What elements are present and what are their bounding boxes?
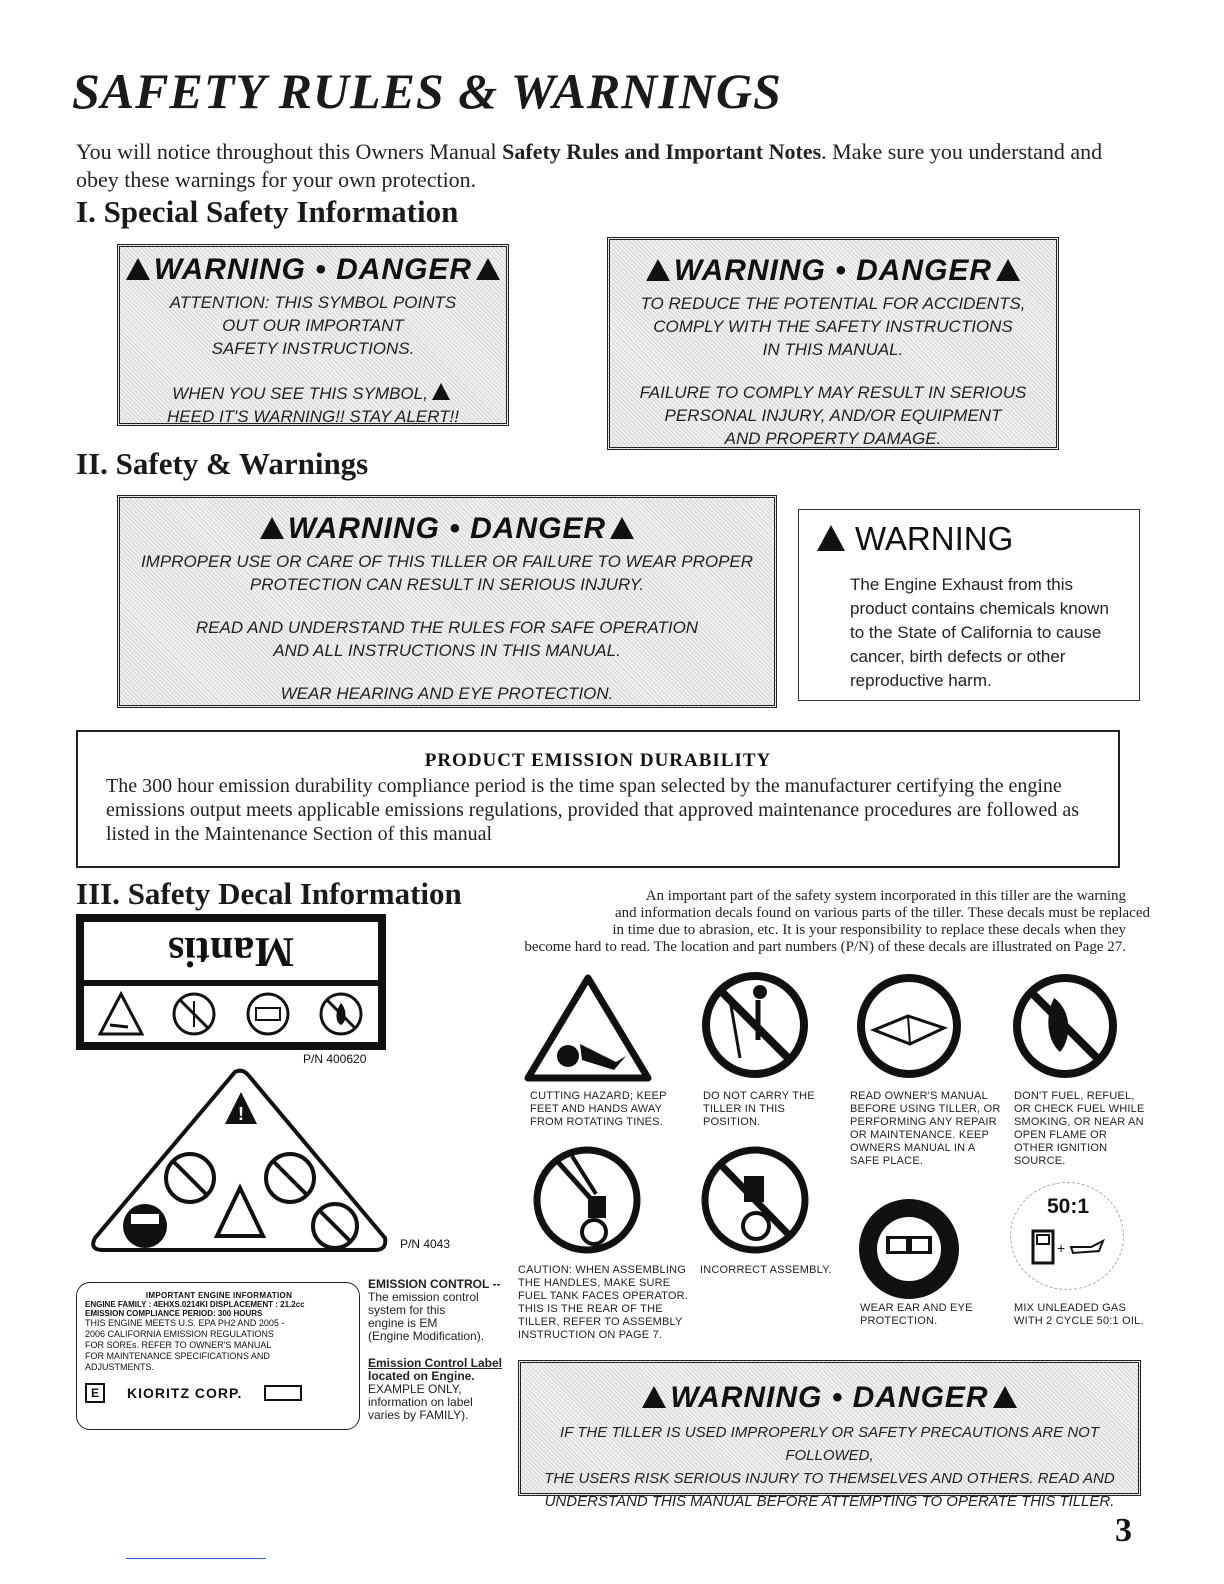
prop65-warning-box [798, 509, 1140, 701]
warning-line: SAFETY INSTRUCTIONS. [211, 339, 415, 358]
engine-info-label [76, 1282, 360, 1430]
mantis-decal-icons [84, 986, 378, 1042]
warning-line: FAILURE TO COMPLY MAY RESULT IN SERIOUS [639, 383, 1027, 402]
page-number: 3 [1115, 1512, 1132, 1549]
engine-maker: KIORITZ CORP. [127, 1385, 243, 1401]
warning-box-attention [117, 244, 509, 426]
warning-line: AND ALL INSTRUCTIONS IN THIS MANUAL. [273, 641, 621, 660]
engine-label-line: IMPORTANT ENGINE INFORMATION [145, 1291, 293, 1300]
read-manual-icon [245, 991, 291, 1037]
warning-triangle-icon [817, 525, 845, 551]
warning-line: IN THIS MANUAL. [762, 340, 904, 359]
emission-control-line: engine is EM [368, 1316, 438, 1330]
emission-control-note [368, 1278, 508, 1422]
mix-ratio: 50:1 [1047, 1195, 1090, 1218]
caption-line: FEET AND HANDS AWAY [530, 1103, 663, 1115]
caption-line: DO NOT CARRY THE [703, 1090, 815, 1102]
section-heading-1: I. Special Safety Information [76, 194, 459, 229]
warning-line: UNDERSTAND THIS MANUAL BEFORE ATTEMPTING TO OPERATE THIS TILLER. [544, 1493, 1115, 1510]
caption-line: SAFE PLACE. [850, 1155, 924, 1167]
prop65-line: to the State of California to cause [850, 623, 1102, 642]
warning-line: IMPROPER USE OR CARE OF THIS TILLER OR FAILURE TO WEAR PROPER [140, 552, 754, 571]
caption-line: TILLER IN THIS [703, 1103, 786, 1115]
emission-control-line: The emission control [368, 1290, 479, 1304]
mantis-decal [76, 914, 386, 1050]
caption-line: PERFORMING ANY REPAIR [850, 1116, 997, 1128]
footer-rule [126, 1558, 266, 1559]
warning-line: IF THE TILLER IS USED IMPROPERLY OR SAFETY PRECAUTIONS ARE NOT FOLLOWED, [559, 1424, 1099, 1464]
code-box-icon [264, 1385, 302, 1401]
warning-line: READ AND UNDERSTAND THE RULES FOR SAFE OPERATION [195, 618, 699, 637]
caption-line: OTHER IGNITION [1014, 1142, 1108, 1154]
caption-line: INCORRECT ASSEMBLY. [700, 1264, 832, 1276]
warning-triangle-icon [996, 259, 1020, 281]
caption-fuel-mix [1014, 1302, 1144, 1328]
caption-line: OR CHECK FUEL WHILE [1014, 1103, 1145, 1115]
epa-e-icon: E [85, 1383, 105, 1403]
decal-intro [390, 888, 1150, 956]
prop65-line: reproductive harm. [850, 671, 992, 690]
triangle-decal [85, 1066, 391, 1256]
prop65-line: The Engine Exhaust from this [850, 575, 1074, 594]
prop65-line: cancer, birth defects or other [850, 647, 1066, 666]
no-carry-icon [171, 991, 217, 1037]
caption-line: BEFORE USING TILLER, OR [850, 1103, 1001, 1115]
part-number-400620: P/N 400620 [303, 1052, 367, 1066]
caption-line: THIS IS THE REAR OF THE [518, 1303, 663, 1315]
cutting-hazard-icon [98, 991, 144, 1037]
warning-box-improper-use [117, 495, 777, 708]
caption-line: WITH 2 CYCLE 50:1 OIL. [1014, 1315, 1144, 1327]
warning-triangle-icon [432, 383, 450, 400]
caption-line: SOURCE. [1014, 1155, 1066, 1167]
page-title: SAFETY RULES & WARNINGS [72, 63, 782, 119]
caption-line: THE HANDLES, MAKE SURE [518, 1277, 671, 1289]
caption-line: CAUTION: WHEN ASSEMBLING [518, 1264, 686, 1276]
warning-line: HEED IT'S WARNING!! STAY ALERT!! [167, 407, 459, 426]
read-manual-icon [854, 972, 964, 1080]
engine-label-line: THIS ENGINE MEETS U.S. EPA PH2 AND 2005 - [85, 1318, 285, 1328]
part-number-4043: P/N 4043 [400, 1237, 451, 1251]
svg-text:+: + [1057, 1240, 1066, 1256]
caption-line: OR MAINTENANCE. KEEP [850, 1129, 990, 1141]
emission-label-line: information on label [368, 1395, 473, 1409]
fuel-mix-decal [1010, 1182, 1124, 1290]
warning-triangle-icon [646, 259, 670, 281]
emission-control-line: system for this [368, 1303, 446, 1317]
caption-line: SMOKING, OR NEAR AN [1014, 1116, 1144, 1128]
warning-line: COMPLY WITH THE SAFETY INSTRUCTIONS [653, 317, 1013, 336]
intro-bold: Safety Rules and Important Notes [502, 139, 822, 164]
gas-pump-oil-icon [1029, 1227, 1109, 1267]
warning-line: PROTECTION CAN RESULT IN SERIOUS INJURY. [249, 575, 645, 594]
warning-header: WARNING • DANGER [120, 512, 774, 546]
caption-line: PROTECTION. [860, 1315, 938, 1327]
warning-triangle-icon [642, 1386, 666, 1408]
caption-line: CUTTING HAZARD; KEEP [530, 1090, 667, 1102]
caption-no-flame [1014, 1090, 1145, 1168]
caption-line: READ OWNER'S MANUAL [850, 1090, 988, 1102]
warning-triangle-icon [610, 517, 634, 539]
incorrect-assembly-icon [700, 1142, 810, 1258]
warning-line: WHEN YOU SEE THIS SYMBOL, [172, 384, 428, 403]
warning-header: WARNING • DANGER [610, 254, 1056, 288]
warning-triangle-icon [476, 258, 500, 280]
emission-label-line: EXAMPLE ONLY, [368, 1382, 462, 1396]
caption-line: POSITION. [703, 1116, 761, 1128]
engine-label-line: ENGINE FAMILY : 4EHXS.0214KI DISPLACEMENT : 21.2cc [85, 1300, 305, 1309]
no-flame-icon [1010, 972, 1120, 1080]
intro-paragraph [76, 138, 1146, 194]
section-heading-3: III. Safety Decal Information [76, 876, 462, 911]
warning-line: TO REDUCE THE POTENTIAL FOR ACCIDENTS, [640, 294, 1026, 313]
engine-label-line: ADJUSTMENTS. [85, 1362, 155, 1372]
caption-line: INSTRUCTION ON PAGE 7. [518, 1329, 663, 1341]
warning-line: AND PROPERTY DAMAGE. [724, 429, 942, 448]
assembly-caution-icon [532, 1142, 642, 1258]
no-flame-icon [318, 991, 364, 1037]
caption-no-carry [703, 1090, 815, 1129]
emission-label-line: varies by FAMILY). [368, 1408, 469, 1422]
caption-line: FUEL TANK FACES OPERATOR. [518, 1290, 689, 1302]
prop65-line: product contains chemicals known [850, 599, 1109, 618]
emission-durability-box [76, 730, 1120, 868]
engine-label-line: FOR MAINTENANCE SPECIFICATIONS AND [85, 1351, 270, 1361]
caption-line: TILLER, REFER TO ASSEMBLY [518, 1316, 683, 1328]
caption-line: WEAR EAR AND EYE [860, 1302, 973, 1314]
decal-intro-line: become hard to read. The location and part numbers (P/N) of these decals are illustrated on Page 27. [524, 939, 1126, 955]
warning-box-reduce-accidents [607, 237, 1059, 450]
caption-line: OWNERS MANUAL IN A [850, 1142, 976, 1154]
emission-control-line: (Engine Modification). [368, 1329, 485, 1343]
decal-intro-line: in time due to abrasion, etc. It is your responsibility to replace these decals when they [612, 922, 1126, 938]
warning-triangle-icon [126, 258, 150, 280]
caption-cutting-hazard [530, 1090, 667, 1129]
prop65-header: WARNING [813, 520, 1013, 558]
decal-intro-line: An important part of the safety system incorporated in this tiller are the warning [645, 888, 1126, 904]
warning-triangle-icon [993, 1386, 1017, 1408]
caption-line: FROM ROTATING TINES. [530, 1116, 663, 1128]
cutting-hazard-icon [524, 974, 652, 1084]
emission-durability-title: PRODUCT EMISSION DURABILITY [424, 750, 772, 771]
emission-label-heading: located on Engine. [368, 1369, 475, 1383]
warning-header: WARNING • DANGER [521, 1381, 1138, 1415]
warning-box-tiller-misuse [518, 1360, 1141, 1510]
emission-control-heading: EMISSION CONTROL -- [368, 1277, 501, 1291]
ear-eye-protection-icon [854, 1196, 964, 1302]
caption-line: MIX UNLEADED GAS [1014, 1302, 1127, 1314]
warning-line: OUT OUR IMPORTANT [222, 316, 404, 335]
caption-ear-eye [860, 1302, 973, 1328]
intro-text-end: . Make sure you understand and obey these warnings for your own protection. [76, 139, 1103, 192]
engine-label-line: FOR SOREs. REFER TO OWNER'S MANUAL [85, 1340, 272, 1350]
warning-line: PERSONAL INJURY, AND/OR EQUIPMENT [664, 406, 1002, 425]
decal-intro-line: and information decals found on various parts of the tiller. These decals must be replaced [615, 905, 1150, 921]
caption-incorrect-assembly [700, 1264, 832, 1277]
warning-line: ATTENTION: THIS SYMBOL POINTS [169, 293, 457, 312]
no-carry-icon [700, 970, 810, 1080]
emission-durability-text: The 300 hour emission durability compliance period is the time span selected by the manufacturer certifying the engine emissions output meets applicable emissions regulations, provided that approved maintenance procedures are followed as listed in the Maintenance Section of this manual [106, 775, 1080, 845]
warning-line: THE USERS RISK SERIOUS INJURY TO THEMSELVES AND OTHERS. READ AND [544, 1470, 1115, 1487]
caption-line: DON'T FUEL, REFUEL, [1014, 1090, 1135, 1102]
warning-triangle-icon [260, 517, 284, 539]
intro-text: You will notice throughout this Owners Manual [76, 139, 503, 164]
caption-line: OPEN FLAME OR [1014, 1129, 1108, 1141]
engine-label-line: 2006 CALIFORNIA EMISSION REGULATIONS [85, 1329, 274, 1339]
section-heading-2: II. Safety & Warnings [76, 446, 369, 481]
warning-header: WARNING • DANGER [120, 253, 506, 287]
caption-assembly [518, 1264, 688, 1342]
emission-label-heading: Emission Control Label [368, 1356, 503, 1370]
engine-label-line: EMISSION COMPLIANCE PERIOD: 300 HOURS [85, 1309, 263, 1318]
caption-read-manual [850, 1090, 1000, 1168]
mantis-logo: Mantis [84, 922, 378, 980]
svg-text:!: ! [238, 1104, 244, 1124]
warning-line: WEAR HEARING AND EYE PROTECTION. [280, 684, 614, 703]
